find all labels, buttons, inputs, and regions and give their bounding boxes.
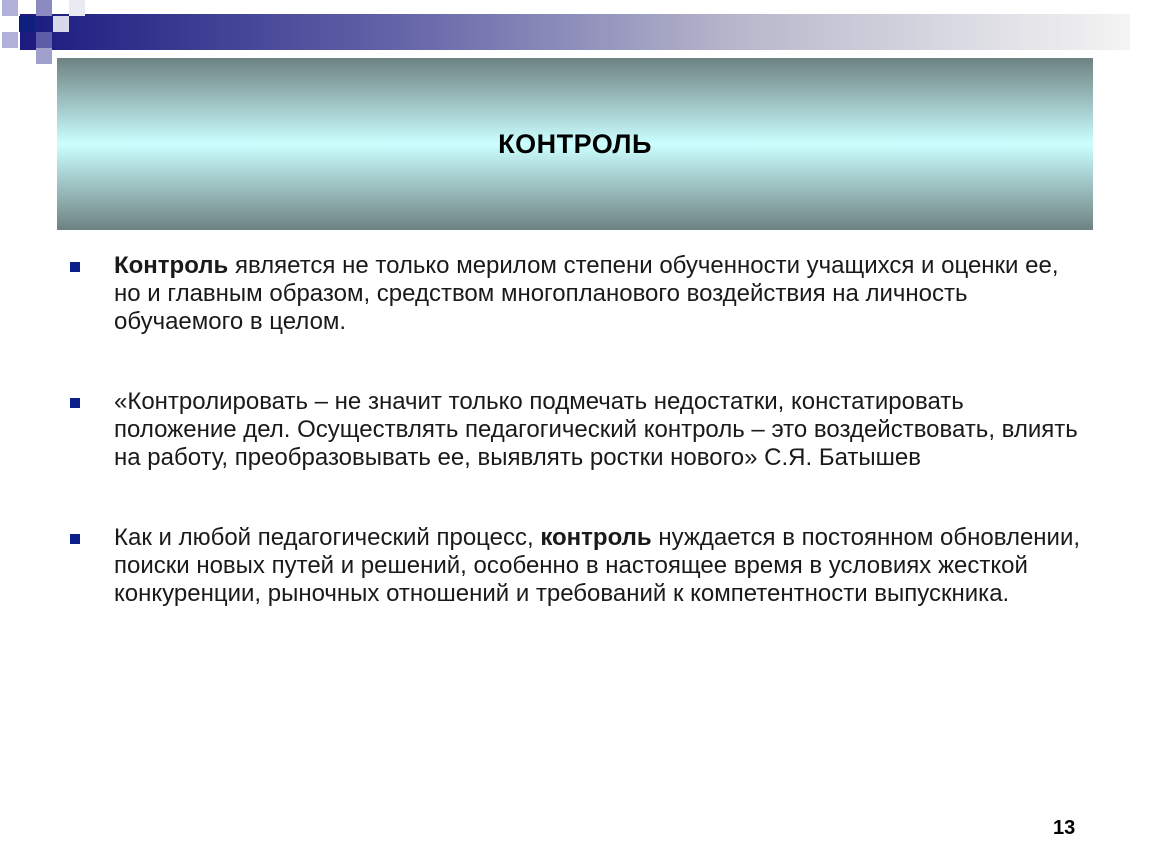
square-bullet-icon bbox=[70, 534, 80, 544]
bullet-text: является не только мерилом степени обученности учащихся и оценки ее, но и главным образом, средством многопланового воздействия на личность обучаемого в целом. bbox=[114, 252, 1059, 335]
decorative-header-bar bbox=[20, 14, 1130, 50]
bullet-list bbox=[70, 252, 1090, 660]
square-bullet-icon bbox=[70, 262, 80, 272]
decor-square bbox=[19, 16, 35, 32]
slide-title: КОНТРОЛЬ bbox=[498, 128, 652, 159]
bullet-item bbox=[70, 252, 1090, 336]
bullet-text-after: нуждается в постоянном обновлении, поиски новых путей и решений, особенно в настоящее время в условиях жесткой конкуренции, рыночных отношений и требований к компетентности выпускника. bbox=[114, 524, 1081, 607]
decor-square bbox=[2, 32, 18, 48]
bullet-item bbox=[70, 524, 1090, 608]
bullet-lead: Контроль bbox=[114, 252, 229, 279]
decor-square bbox=[2, 0, 18, 16]
title-band bbox=[57, 58, 1093, 230]
bullet-bold-term: контроль bbox=[540, 524, 652, 551]
decor-square bbox=[36, 32, 52, 48]
page-number: 13 bbox=[1053, 817, 1076, 839]
decor-square bbox=[36, 0, 52, 16]
bullet-item bbox=[70, 388, 1090, 472]
square-bullet-icon bbox=[70, 398, 80, 408]
decor-square bbox=[53, 16, 69, 32]
decor-square bbox=[36, 48, 52, 64]
decor-square bbox=[69, 0, 85, 16]
bullet-text-before: Как и любой педагогический процесс, bbox=[114, 524, 541, 551]
bullet-text: «Контролировать – не значит только подмечать недостатки, констатировать положение дел. Осуществлять педагогический контроль – это воздействовать, влиять на работу, преобразовывать ее, выявлять ростки нового» С.Я. Батышев bbox=[114, 388, 1078, 471]
